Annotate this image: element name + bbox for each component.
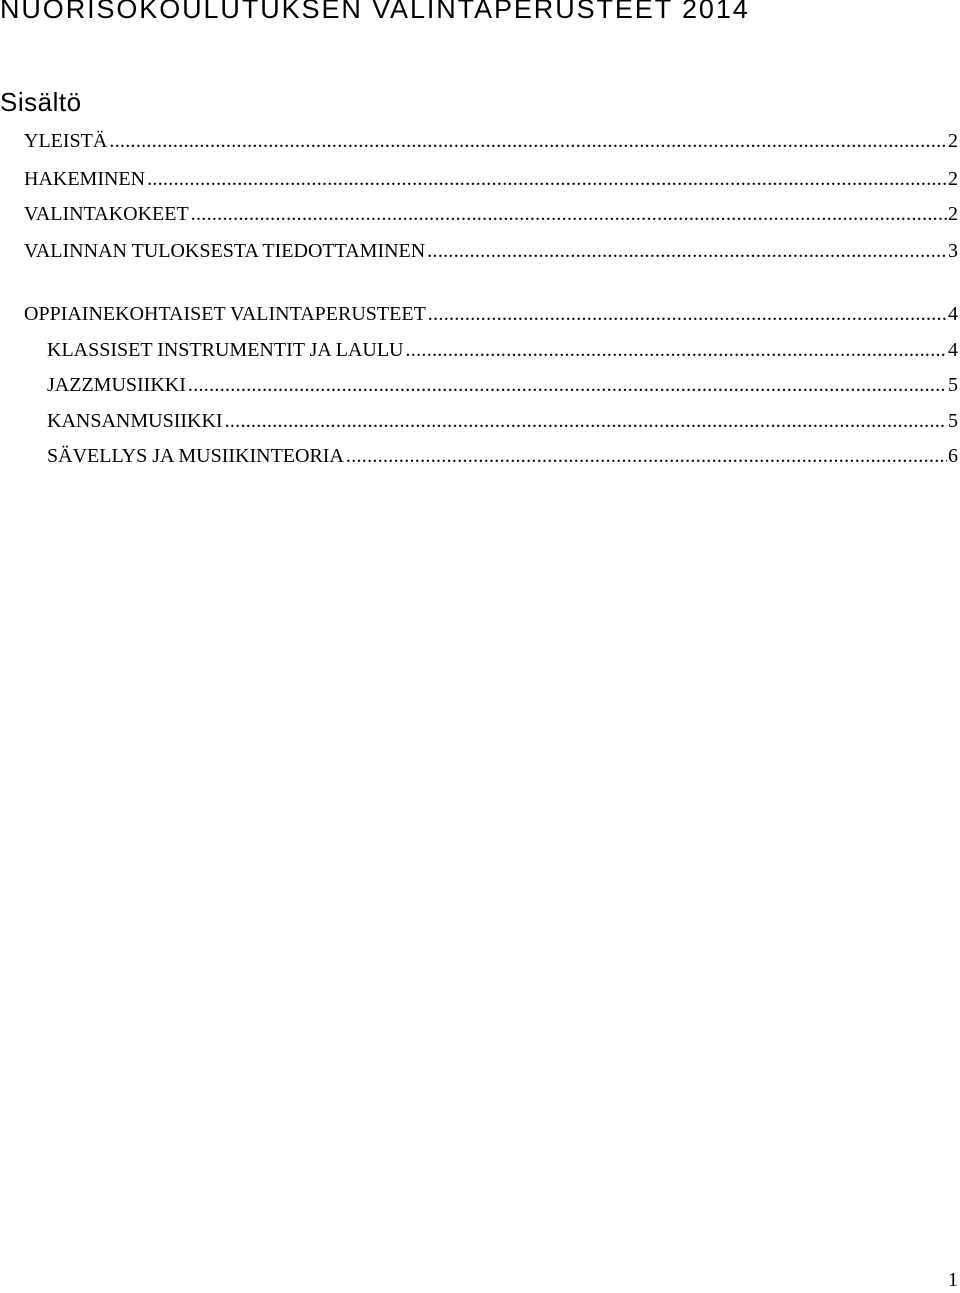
toc-entry-oppiainekohtaiset[interactable]	[24, 302, 958, 326]
toc-entry-label: KANSANMUSIIKKI	[47, 410, 223, 432]
toc-entry-label: YLEISTÄ	[24, 130, 108, 152]
toc-heading: Sisältö	[0, 87, 82, 117]
toc-entry-label: VALINNAN TULOKSESTA TIEDOTTAMINEN	[24, 240, 426, 262]
toc-entry-page: 4	[948, 339, 958, 361]
toc-entry-kansanmusiikki[interactable]	[47, 409, 958, 433]
toc-entry-page: 5	[948, 374, 958, 396]
toc-dot-leader	[145, 167, 947, 191]
document-title: NUORISOKOULUTUKSEN VALINTAPERUSTEET 2014	[0, 0, 750, 24]
toc-entry-page: 2	[948, 203, 958, 225]
toc-entry-jazzmusiikki[interactable]	[47, 373, 958, 397]
toc-dot-leader	[426, 302, 947, 326]
toc-entry-label: SÄVELLYS JA MUSIIKINTEORIA	[47, 445, 344, 467]
toc-dot-leader	[186, 373, 947, 397]
toc-entry-label: OPPIAINEKOHTAISET VALINTAPERUSTEET	[24, 303, 426, 325]
toc-entry-hakeminen[interactable]	[24, 167, 958, 191]
toc-dot-leader	[344, 444, 947, 468]
toc-entry-label: HAKEMINEN	[24, 168, 146, 190]
toc-entry-klassiset-instrumentit[interactable]	[47, 338, 958, 362]
toc-entry-page: 2	[948, 168, 958, 190]
toc-dot-leader	[107, 129, 947, 153]
toc-entry-savellys-ja-musiikinteoria[interactable]	[47, 444, 958, 468]
page-number: 1	[948, 1269, 958, 1291]
toc-dot-leader	[404, 338, 948, 362]
toc-entry-valinnan-tuloksesta[interactable]	[24, 239, 958, 263]
toc-entry-page: 4	[948, 303, 958, 325]
toc-dot-leader	[189, 202, 947, 226]
toc-entry-yleista[interactable]	[24, 129, 958, 153]
toc-entry-label: KLASSISET INSTRUMENTIT JA LAULU	[47, 339, 404, 361]
toc-entry-page: 2	[948, 130, 958, 152]
toc-entry-label: JAZZMUSIIKKI	[47, 374, 186, 396]
toc-dot-leader	[425, 239, 947, 263]
toc-entry-page: 3	[948, 240, 958, 262]
toc-entry-valintakokeet[interactable]	[24, 202, 958, 226]
toc-entry-label: VALINTAKOKEET	[24, 203, 189, 225]
toc-entry-page: 5	[948, 410, 958, 432]
toc-dot-leader	[223, 409, 947, 433]
toc-entry-page: 6	[948, 445, 958, 467]
